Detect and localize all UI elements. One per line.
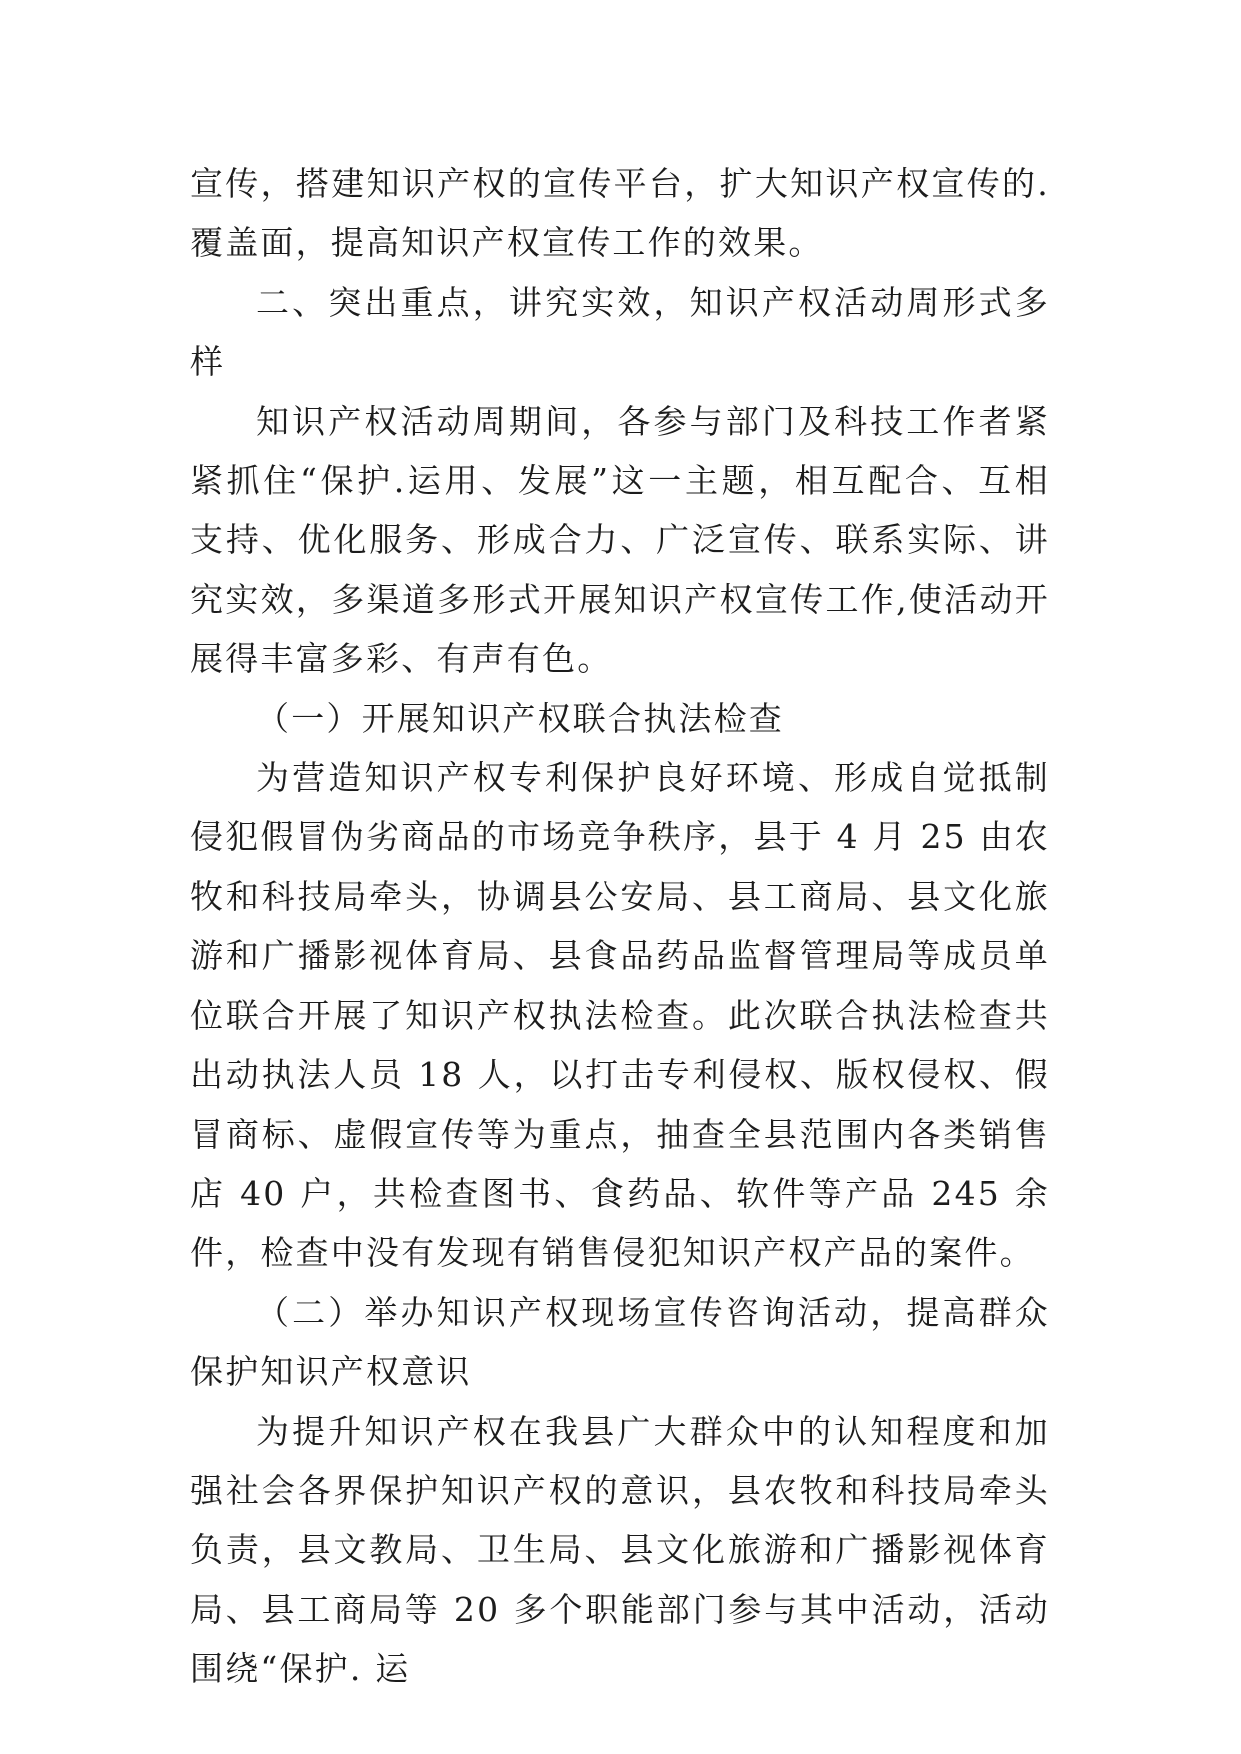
paragraph-7: 为提升知识产权在我县广大群众中的认知程度和加强社会各界保护知识产权的意识，县农牧和科技局牵头负责，县文教局、卫生局、县文化旅游和广播影视体育局、县工商局等 20 多个职能部门参与其中活动，活动围绕“保护. 运 <box>190 1411 1050 1689</box>
paragraph-1: 宣传，搭建知识产权的宣传平台，扩大知识产权宣传的.覆盖面，提高知识产权宣传工作的效果。 <box>190 164 1050 263</box>
paragraph-3: 知识产权活动周期间，各参与部门及科技工作者紧紧抓住“保护.运用、发展”这一主题，相互配合、互相支持、优化服务、形成合力、广泛宣传、联系实际、讲究实效，多渠道多形式开展知识产权宣传工作,使活动开展得丰富多彩、有声有色。 <box>190 401 1050 679</box>
subsection-heading-2: （二）举办知识产权现场宣传咨询活动，提高群众保护知识产权意识 <box>190 1292 1050 1392</box>
paragraph-5: 为营造知识产权专利保护良好环境、形成自觉抵制侵犯假冒伪劣商品的市场竞争秩序，县于 4 月 25 由农牧和科技局牵头，协调县公安局、县工商局、县文化旅游和广播影视体育局、县食品药品监督管理局等成员单位联合开展了知识产权执法检查。此次联合执法检查共出动执法人员 18 人，以打击专利侵权、版权侵权、假冒商标、虚假宣传等为重点，抽查全县范围内各类销售店 40 户，共检查图书、食药品、软件等产品 245 余件，检查中没有发现有销售侵犯知识产权产品的案件。 <box>190 758 1050 1273</box>
subsection-heading-1: （一）开展知识产权联合执法检查 <box>256 698 784 738</box>
document-body <box>190 154 1050 1699</box>
section-heading-2: 二、突出重点，讲究实效，知识产权活动周形式多样 <box>190 282 1050 382</box>
